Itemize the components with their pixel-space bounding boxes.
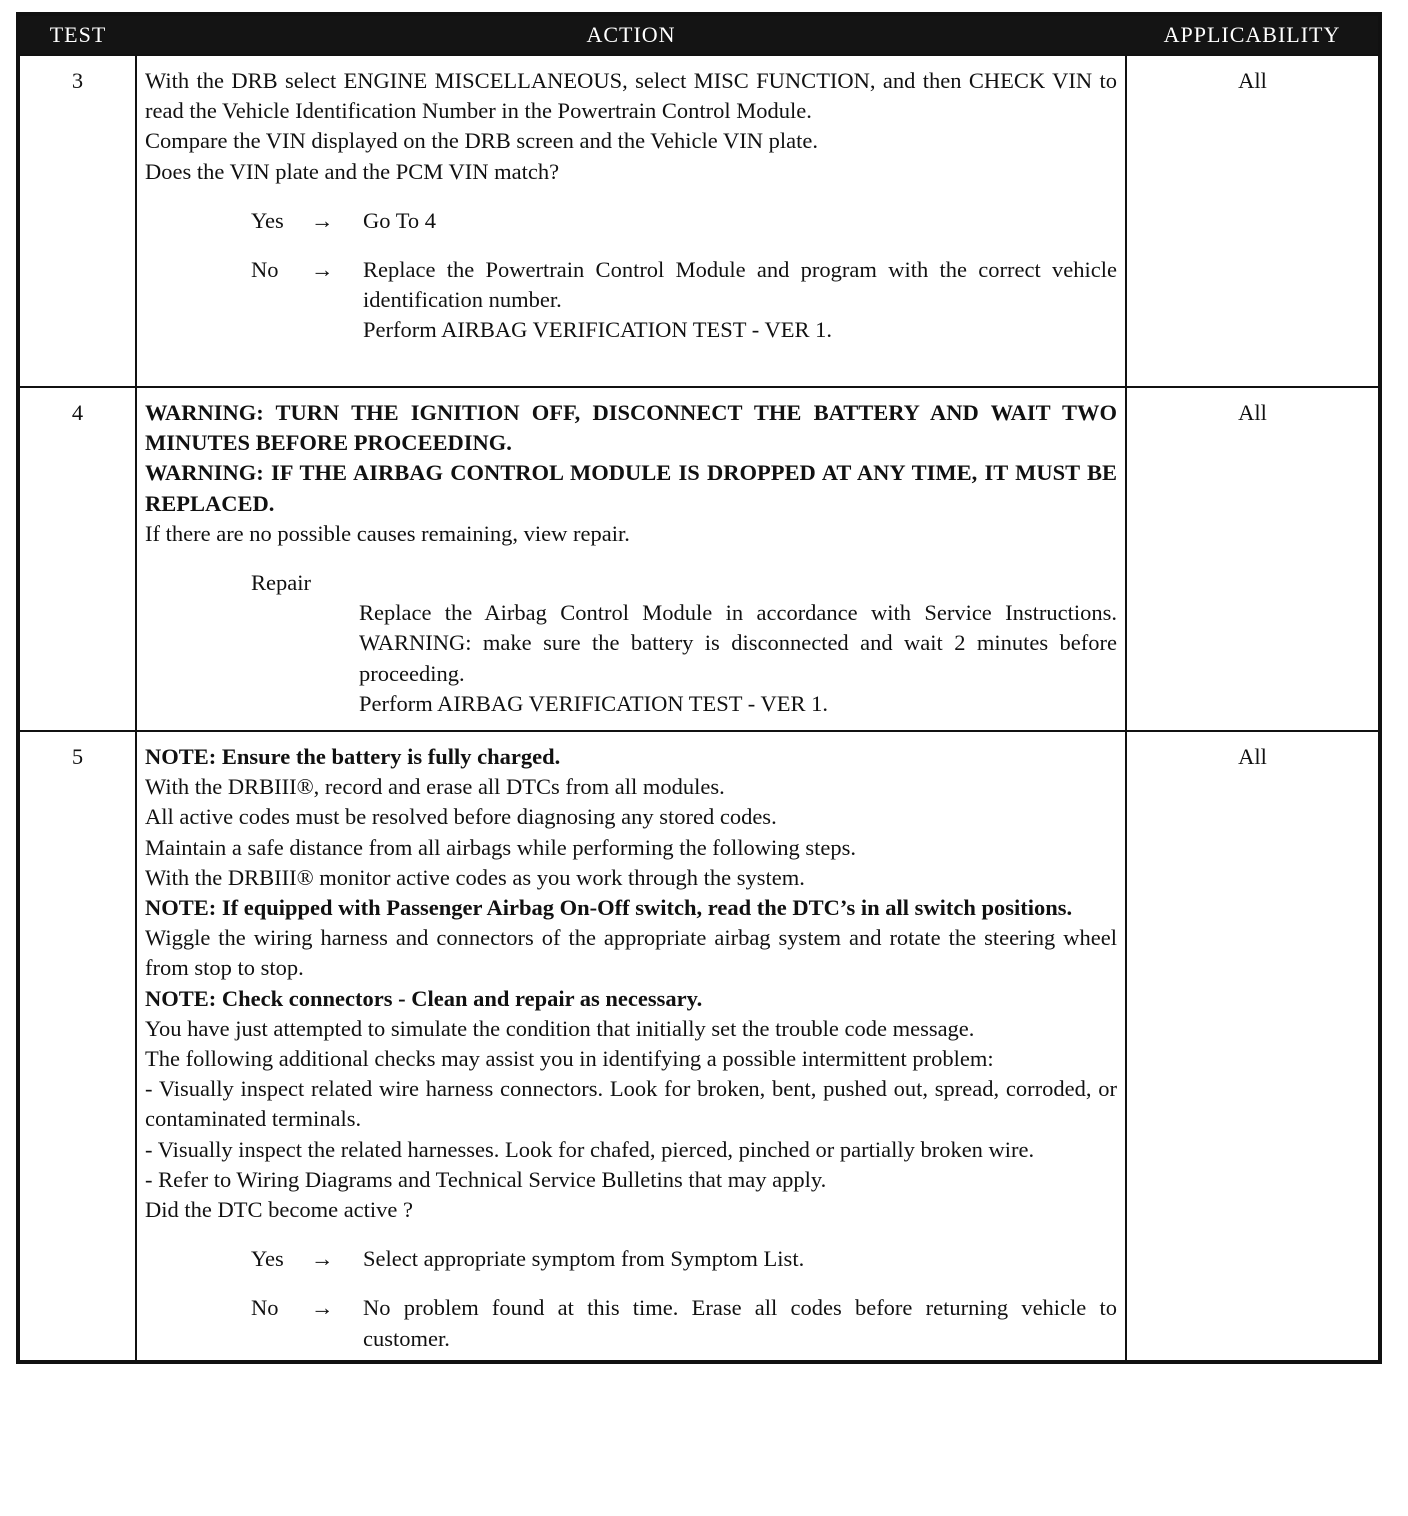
yes-outcome: [251, 206, 1117, 236]
action-text: Did the DTC become active ?: [145, 1197, 414, 1223]
no-label: No: [251, 1295, 279, 1321]
repair-text: Perform AIRBAG VERIFICATION TEST - VER 1.: [359, 690, 828, 716]
action-text: With the DRB select ENGINE MISCELLANEOUS, select MISC FUNCTION, and then CHECK VIN to read the Vehicle Identification Number in the Powertrain Control Module.: [145, 68, 1117, 124]
action-text: - Visually inspect related wire harness connectors. Look for broken, bent, pushed out, spread, corroded, or contaminated terminals.: [145, 1076, 1117, 1132]
note-text: NOTE: If equipped with Passenger Airbag On-Off switch, read the DTC’s in all switch positions.: [145, 895, 1073, 921]
arrow-icon: →: [311, 207, 334, 233]
repair-label: Repair: [251, 570, 311, 596]
arrow-icon: →: [311, 1246, 334, 1272]
yes-outcome: [251, 1244, 1117, 1274]
action-cell: [136, 55, 1126, 387]
warning-text: WARNING: IF THE AIRBAG CONTROL MODULE IS DROPPED AT ANY TIME, IT MUST BE REPLACED.: [145, 460, 1117, 516]
action-text: With the DRBIII®, record and erase all DTCs from all modules.: [145, 774, 725, 800]
action-text: Wiggle the wiring harness and connectors of the appropriate airbag system and rotate the steering wheel from stop to stop.: [145, 925, 1117, 981]
no-text: No problem found at this time. Erase all codes before returning vehicle to customer.: [363, 1295, 1117, 1351]
yes-text: Select appropriate symptom from Symptom List.: [363, 1246, 805, 1272]
header-applicability: APPLICABILITY: [1126, 14, 1380, 55]
action-cell: [136, 731, 1126, 1362]
action-text: The following additional checks may assist you in identifying a possible intermittent problem:: [145, 1046, 994, 1072]
arrow-icon: →: [311, 1295, 334, 1321]
action-text: With the DRBIII® monitor active codes as you work through the system.: [145, 864, 805, 890]
no-text: Replace the Powertrain Control Module and program with the correct vehicle identification number. Perform AIRBAG VERIFICATION TEST - VER 1.: [363, 257, 1117, 343]
repair-text: Replace the Airbag Control Module in accordance with Service Instructions. WARNING: make sure the battery is disconnected and wait 2 minutes before proceeding.: [359, 600, 1117, 686]
header-test: TEST: [18, 14, 136, 55]
no-label: No: [251, 257, 279, 283]
table-row: [18, 55, 1380, 387]
table-row: [18, 731, 1380, 1362]
applicability: All: [1126, 55, 1380, 387]
yes-label: Yes: [251, 207, 284, 233]
action-cell: [136, 387, 1126, 731]
action-text: Maintain a safe distance from all airbags while performing the following steps.: [145, 834, 857, 860]
test-number: 4: [18, 387, 136, 731]
action-text: - Refer to Wiring Diagrams and Technical Service Bulletins that may apply.: [145, 1166, 827, 1192]
no-outcome: [251, 255, 1117, 346]
note-text: NOTE: Check connectors - Clean and repair as necessary.: [145, 985, 703, 1011]
action-text: - Visually inspect the related harnesses. Look for chafed, pierced, pinched or partially broken wire.: [145, 1136, 1035, 1162]
test-number: 5: [18, 731, 136, 1362]
action-text: All active codes must be resolved before diagnosing any stored codes.: [145, 804, 777, 830]
warning-text: WARNING: TURN THE IGNITION OFF, DISCONNECT THE BATTERY AND WAIT TWO MINUTES BEFORE PROCEEDING.: [145, 400, 1117, 456]
header-action: ACTION: [136, 14, 1126, 55]
action-text: You have just attempted to simulate the condition that initially set the trouble code message.: [145, 1015, 975, 1041]
applicability: All: [1126, 387, 1380, 731]
no-outcome: [251, 1293, 1117, 1353]
table-header: [18, 14, 1380, 55]
applicability: All: [1126, 731, 1380, 1362]
test-number: 3: [18, 55, 136, 387]
arrow-icon: →: [311, 257, 334, 283]
diagnostic-procedure-table: [16, 12, 1382, 1364]
action-text: Does the VIN plate and the PCM VIN match?: [145, 158, 560, 184]
note-text: NOTE: Ensure the battery is fully charged.: [145, 744, 561, 769]
yes-text: Go To 4: [363, 207, 437, 233]
action-text: If there are no possible causes remaining, view repair.: [145, 520, 630, 546]
yes-label: Yes: [251, 1246, 284, 1272]
table-row: [18, 387, 1380, 731]
action-text: Compare the VIN displayed on the DRB screen and the Vehicle VIN plate.: [145, 128, 818, 154]
